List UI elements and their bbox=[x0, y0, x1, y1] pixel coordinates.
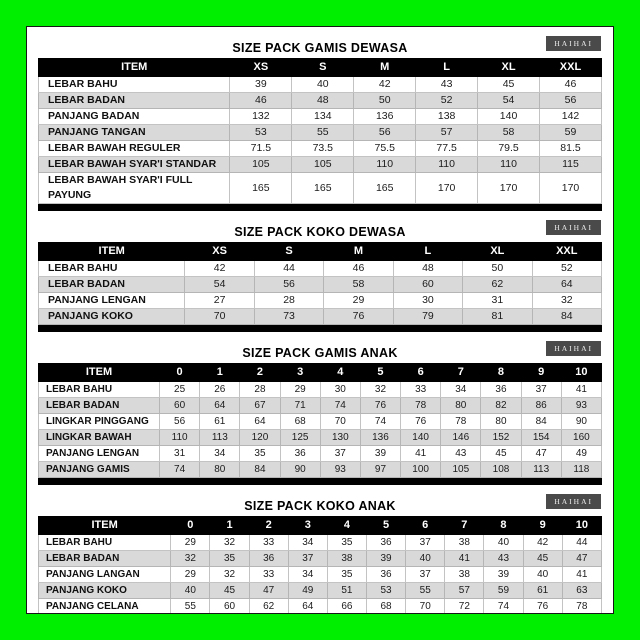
column-header: XS bbox=[185, 243, 254, 261]
size-value: 64 bbox=[240, 414, 280, 430]
size-value: 43 bbox=[416, 77, 478, 93]
size-value: 100 bbox=[401, 462, 441, 478]
row-label: PANJANG GAMIS bbox=[39, 462, 160, 478]
size-table bbox=[38, 58, 602, 204]
column-header: 3 bbox=[280, 364, 320, 382]
table-row bbox=[39, 599, 602, 615]
size-table-section bbox=[38, 220, 602, 332]
size-value: 34 bbox=[441, 382, 481, 398]
size-value: 43 bbox=[441, 446, 481, 462]
size-value: 38 bbox=[445, 535, 484, 551]
row-label: LEBAR BAWAH REGULER bbox=[39, 141, 230, 157]
size-value: 134 bbox=[292, 109, 354, 125]
size-value: 40 bbox=[523, 567, 562, 583]
size-value: 59 bbox=[540, 125, 602, 141]
size-value: 35 bbox=[327, 567, 366, 583]
brand-badge: HAIHAI bbox=[546, 220, 601, 235]
size-value: 74 bbox=[320, 398, 360, 414]
size-value: 84 bbox=[240, 462, 280, 478]
size-value: 62 bbox=[463, 277, 532, 293]
size-value: 66 bbox=[327, 599, 366, 615]
column-header: 10 bbox=[561, 364, 601, 382]
size-value: 71 bbox=[280, 398, 320, 414]
size-value: 76 bbox=[401, 414, 441, 430]
size-value: 77.5 bbox=[416, 141, 478, 157]
size-table-section bbox=[38, 36, 602, 211]
size-value: 105 bbox=[441, 462, 481, 478]
size-value: 170 bbox=[416, 173, 478, 204]
column-header: 0 bbox=[160, 364, 200, 382]
row-label: PANJANG LENGAN bbox=[39, 293, 185, 309]
row-label: LINGKAR PINGGANG bbox=[39, 414, 160, 430]
size-value: 59 bbox=[484, 583, 523, 599]
size-value: 79 bbox=[393, 309, 462, 325]
size-value: 33 bbox=[249, 535, 288, 551]
row-label: LEBAR BADAN bbox=[39, 93, 230, 109]
size-value: 40 bbox=[484, 535, 523, 551]
size-value: 46 bbox=[540, 77, 602, 93]
size-value: 47 bbox=[521, 446, 561, 462]
size-value: 27 bbox=[185, 293, 254, 309]
size-value: 57 bbox=[416, 125, 478, 141]
size-value: 60 bbox=[393, 277, 462, 293]
size-value: 38 bbox=[445, 567, 484, 583]
size-value: 37 bbox=[521, 382, 561, 398]
size-value: 29 bbox=[171, 535, 210, 551]
column-header: ITEM bbox=[39, 243, 185, 261]
size-value: 70 bbox=[406, 599, 445, 615]
size-value: 132 bbox=[230, 109, 292, 125]
size-value: 51 bbox=[327, 583, 366, 599]
size-value: 47 bbox=[249, 583, 288, 599]
size-value: 113 bbox=[521, 462, 561, 478]
table-row bbox=[39, 309, 602, 325]
size-value: 76 bbox=[324, 309, 393, 325]
column-header: 7 bbox=[441, 364, 481, 382]
table-row bbox=[39, 93, 602, 109]
table-row bbox=[39, 462, 602, 478]
column-header: 6 bbox=[401, 364, 441, 382]
column-header: M bbox=[354, 59, 416, 77]
table-row bbox=[39, 567, 602, 583]
size-value: 64 bbox=[532, 277, 601, 293]
size-value: 32 bbox=[210, 535, 249, 551]
size-value: 25 bbox=[160, 382, 200, 398]
size-value: 28 bbox=[240, 382, 280, 398]
size-value: 67 bbox=[240, 398, 280, 414]
size-value: 68 bbox=[280, 414, 320, 430]
size-value: 78 bbox=[401, 398, 441, 414]
size-value: 110 bbox=[416, 157, 478, 173]
table-row bbox=[39, 125, 602, 141]
size-value: 31 bbox=[160, 446, 200, 462]
size-value: 76 bbox=[523, 599, 562, 615]
table-row bbox=[39, 173, 602, 204]
column-header: XXL bbox=[532, 243, 601, 261]
row-label: PANJANG TANGAN bbox=[39, 125, 230, 141]
size-value: 44 bbox=[562, 535, 601, 551]
size-value: 43 bbox=[484, 551, 523, 567]
header-row bbox=[39, 364, 602, 382]
size-value: 32 bbox=[171, 551, 210, 567]
size-value: 70 bbox=[185, 309, 254, 325]
table-row bbox=[39, 141, 602, 157]
table-row bbox=[39, 157, 602, 173]
size-table-section bbox=[38, 341, 602, 485]
size-value: 74 bbox=[160, 462, 200, 478]
size-value: 110 bbox=[160, 430, 200, 446]
size-value: 64 bbox=[200, 398, 240, 414]
size-value: 84 bbox=[532, 309, 601, 325]
size-value: 40 bbox=[292, 77, 354, 93]
size-table bbox=[38, 242, 602, 325]
size-value: 39 bbox=[367, 551, 406, 567]
table-row bbox=[39, 261, 602, 277]
size-value: 28 bbox=[254, 293, 323, 309]
table-row bbox=[39, 77, 602, 93]
section-title: SIZE PACK GAMIS ANAK bbox=[242, 346, 398, 360]
size-value: 36 bbox=[249, 551, 288, 567]
size-value: 73.5 bbox=[292, 141, 354, 157]
size-value: 81.5 bbox=[540, 141, 602, 157]
size-value: 36 bbox=[280, 446, 320, 462]
row-label: LEBAR BAHU bbox=[39, 261, 185, 277]
size-value: 54 bbox=[185, 277, 254, 293]
size-value: 70 bbox=[320, 414, 360, 430]
header-row bbox=[39, 59, 602, 77]
column-header: 9 bbox=[521, 364, 561, 382]
size-value: 45 bbox=[478, 77, 540, 93]
size-value: 82 bbox=[481, 398, 521, 414]
size-value: 53 bbox=[367, 583, 406, 599]
size-value: 38 bbox=[327, 551, 366, 567]
size-value: 42 bbox=[354, 77, 416, 93]
size-value: 165 bbox=[292, 173, 354, 204]
size-value: 81 bbox=[463, 309, 532, 325]
size-value: 40 bbox=[171, 583, 210, 599]
section-title: SIZE PACK KOKO DEWASA bbox=[234, 225, 406, 239]
size-value: 33 bbox=[249, 567, 288, 583]
size-value: 71.5 bbox=[230, 141, 292, 157]
size-table bbox=[38, 516, 602, 614]
section-header bbox=[38, 494, 602, 516]
size-value: 41 bbox=[445, 551, 484, 567]
section-header bbox=[38, 341, 602, 363]
row-label: PANJANG LANGAN bbox=[39, 567, 171, 583]
row-label: LEBAR BADAN bbox=[39, 398, 160, 414]
row-label: LEBAR BAWAH SYAR'I FULL PAYUNG bbox=[39, 173, 230, 204]
size-value: 37 bbox=[288, 551, 327, 567]
size-value: 32 bbox=[210, 567, 249, 583]
row-label: PANJANG KOKO bbox=[39, 309, 185, 325]
size-value: 62 bbox=[249, 599, 288, 615]
size-value: 53 bbox=[230, 125, 292, 141]
size-value: 80 bbox=[200, 462, 240, 478]
brand-badge: HAIHAI bbox=[546, 341, 601, 356]
column-header: XL bbox=[463, 243, 532, 261]
size-value: 41 bbox=[562, 567, 601, 583]
size-value: 36 bbox=[481, 382, 521, 398]
size-value: 78 bbox=[562, 599, 601, 615]
column-header: 5 bbox=[360, 364, 400, 382]
size-value: 37 bbox=[320, 446, 360, 462]
size-value: 136 bbox=[354, 109, 416, 125]
size-value: 55 bbox=[171, 599, 210, 615]
size-value: 76 bbox=[360, 398, 400, 414]
size-value: 39 bbox=[484, 567, 523, 583]
column-header: S bbox=[254, 243, 323, 261]
size-value: 47 bbox=[562, 551, 601, 567]
size-value: 136 bbox=[360, 430, 400, 446]
table-row bbox=[39, 398, 602, 414]
size-value: 78 bbox=[441, 414, 481, 430]
column-header: ITEM bbox=[39, 517, 171, 535]
size-value: 165 bbox=[354, 173, 416, 204]
size-value: 45 bbox=[210, 583, 249, 599]
size-value: 55 bbox=[292, 125, 354, 141]
size-value: 105 bbox=[230, 157, 292, 173]
size-value: 30 bbox=[393, 293, 462, 309]
column-header: 3 bbox=[288, 517, 327, 535]
table-row bbox=[39, 551, 602, 567]
column-header: 2 bbox=[240, 364, 280, 382]
size-value: 80 bbox=[481, 414, 521, 430]
table-row bbox=[39, 535, 602, 551]
column-header: S bbox=[292, 59, 354, 77]
row-label: LEBAR BADAN bbox=[39, 277, 185, 293]
section-header bbox=[38, 36, 602, 58]
size-value: 56 bbox=[354, 125, 416, 141]
column-header: L bbox=[393, 243, 462, 261]
column-header: XXL bbox=[540, 59, 602, 77]
size-table-section bbox=[38, 494, 602, 614]
size-table bbox=[38, 363, 602, 478]
size-value: 30 bbox=[320, 382, 360, 398]
size-value: 45 bbox=[523, 551, 562, 567]
size-value: 113 bbox=[200, 430, 240, 446]
table-row bbox=[39, 414, 602, 430]
table-bottom-rule bbox=[38, 204, 602, 211]
column-header: 6 bbox=[406, 517, 445, 535]
column-header: 10 bbox=[562, 517, 601, 535]
size-value: 36 bbox=[367, 567, 406, 583]
size-value: 80 bbox=[441, 398, 481, 414]
size-value: 118 bbox=[561, 462, 601, 478]
size-value: 61 bbox=[200, 414, 240, 430]
column-header: ITEM bbox=[39, 364, 160, 382]
size-value: 34 bbox=[288, 567, 327, 583]
size-value: 41 bbox=[401, 446, 441, 462]
size-value: 37 bbox=[406, 567, 445, 583]
table-bottom-rule bbox=[38, 478, 602, 485]
size-value: 39 bbox=[230, 77, 292, 93]
size-value: 40 bbox=[406, 551, 445, 567]
size-value: 56 bbox=[540, 93, 602, 109]
size-value: 35 bbox=[327, 535, 366, 551]
size-value: 74 bbox=[484, 599, 523, 615]
size-value: 60 bbox=[160, 398, 200, 414]
header-row bbox=[39, 517, 602, 535]
size-value: 86 bbox=[521, 398, 561, 414]
row-label: LEBAR BAWAH SYAR'I STANDAR bbox=[39, 157, 230, 173]
table-row bbox=[39, 583, 602, 599]
size-value: 75.5 bbox=[354, 141, 416, 157]
size-chart-sheet bbox=[26, 26, 614, 614]
size-value: 36 bbox=[367, 535, 406, 551]
size-value: 115 bbox=[540, 157, 602, 173]
size-value: 42 bbox=[523, 535, 562, 551]
table-row bbox=[39, 277, 602, 293]
size-value: 29 bbox=[171, 567, 210, 583]
size-value: 74 bbox=[360, 414, 400, 430]
size-value: 120 bbox=[240, 430, 280, 446]
column-header: 4 bbox=[320, 364, 360, 382]
size-value: 57 bbox=[445, 583, 484, 599]
size-value: 61 bbox=[523, 583, 562, 599]
column-header: 7 bbox=[445, 517, 484, 535]
size-value: 125 bbox=[280, 430, 320, 446]
size-value: 32 bbox=[360, 382, 400, 398]
column-header: 1 bbox=[210, 517, 249, 535]
size-value: 49 bbox=[561, 446, 601, 462]
row-label: LEBAR BAHU bbox=[39, 77, 230, 93]
row-label: PANJANG CELANA bbox=[39, 599, 171, 615]
size-value: 110 bbox=[354, 157, 416, 173]
column-header: ITEM bbox=[39, 59, 230, 77]
column-header: XL bbox=[478, 59, 540, 77]
size-value: 50 bbox=[354, 93, 416, 109]
size-value: 64 bbox=[288, 599, 327, 615]
size-value: 52 bbox=[532, 261, 601, 277]
column-header: 9 bbox=[523, 517, 562, 535]
size-value: 55 bbox=[406, 583, 445, 599]
size-value: 154 bbox=[521, 430, 561, 446]
size-value: 35 bbox=[240, 446, 280, 462]
row-label: LINGKAR BAWAH bbox=[39, 430, 160, 446]
size-value: 165 bbox=[230, 173, 292, 204]
row-label: PANJANG KOKO bbox=[39, 583, 171, 599]
size-value: 90 bbox=[280, 462, 320, 478]
size-value: 39 bbox=[360, 446, 400, 462]
size-value: 44 bbox=[254, 261, 323, 277]
size-value: 90 bbox=[561, 414, 601, 430]
table-row bbox=[39, 382, 602, 398]
size-value: 84 bbox=[521, 414, 561, 430]
size-value: 54 bbox=[478, 93, 540, 109]
size-value: 110 bbox=[478, 157, 540, 173]
size-value: 97 bbox=[360, 462, 400, 478]
size-value: 34 bbox=[200, 446, 240, 462]
brand-badge: HAIHAI bbox=[546, 494, 601, 509]
column-header: 5 bbox=[367, 517, 406, 535]
size-value: 46 bbox=[324, 261, 393, 277]
size-value: 42 bbox=[185, 261, 254, 277]
size-chart bbox=[38, 36, 602, 614]
table-row bbox=[39, 430, 602, 446]
size-value: 32 bbox=[532, 293, 601, 309]
section-header bbox=[38, 220, 602, 242]
size-value: 26 bbox=[200, 382, 240, 398]
section-title: SIZE PACK GAMIS DEWASA bbox=[232, 41, 408, 55]
size-value: 63 bbox=[562, 583, 601, 599]
column-header: 2 bbox=[249, 517, 288, 535]
column-header: XS bbox=[230, 59, 292, 77]
size-value: 52 bbox=[416, 93, 478, 109]
size-value: 152 bbox=[481, 430, 521, 446]
size-value: 56 bbox=[160, 414, 200, 430]
size-value: 60 bbox=[210, 599, 249, 615]
table-bottom-rule bbox=[38, 325, 602, 332]
brand-badge: HAIHAI bbox=[546, 36, 601, 51]
size-value: 138 bbox=[416, 109, 478, 125]
size-value: 34 bbox=[288, 535, 327, 551]
size-value: 29 bbox=[280, 382, 320, 398]
size-value: 48 bbox=[393, 261, 462, 277]
size-value: 49 bbox=[288, 583, 327, 599]
column-header: 8 bbox=[484, 517, 523, 535]
size-value: 105 bbox=[292, 157, 354, 173]
size-value: 93 bbox=[320, 462, 360, 478]
size-value: 140 bbox=[478, 109, 540, 125]
size-value: 108 bbox=[481, 462, 521, 478]
size-value: 50 bbox=[463, 261, 532, 277]
size-value: 41 bbox=[561, 382, 601, 398]
table-row bbox=[39, 109, 602, 125]
size-value: 68 bbox=[367, 599, 406, 615]
row-label: PANJANG BADAN bbox=[39, 109, 230, 125]
size-value: 58 bbox=[324, 277, 393, 293]
size-value: 56 bbox=[254, 277, 323, 293]
row-label: LEBAR BAHU bbox=[39, 535, 171, 551]
size-value: 140 bbox=[401, 430, 441, 446]
size-value: 72 bbox=[445, 599, 484, 615]
column-header: M bbox=[324, 243, 393, 261]
column-header: 8 bbox=[481, 364, 521, 382]
size-value: 79.5 bbox=[478, 141, 540, 157]
column-header: 4 bbox=[327, 517, 366, 535]
row-label: LEBAR BAHU bbox=[39, 382, 160, 398]
section-title: SIZE PACK KOKO ANAK bbox=[244, 499, 396, 513]
size-value: 130 bbox=[320, 430, 360, 446]
size-value: 170 bbox=[478, 173, 540, 204]
size-value: 37 bbox=[406, 535, 445, 551]
size-value: 146 bbox=[441, 430, 481, 446]
table-row bbox=[39, 446, 602, 462]
size-value: 29 bbox=[324, 293, 393, 309]
header-row bbox=[39, 243, 602, 261]
size-value: 31 bbox=[463, 293, 532, 309]
size-value: 58 bbox=[478, 125, 540, 141]
column-header: L bbox=[416, 59, 478, 77]
column-header: 1 bbox=[200, 364, 240, 382]
column-header: 0 bbox=[171, 517, 210, 535]
size-value: 142 bbox=[540, 109, 602, 125]
size-value: 73 bbox=[254, 309, 323, 325]
size-value: 170 bbox=[540, 173, 602, 204]
size-value: 46 bbox=[230, 93, 292, 109]
size-value: 93 bbox=[561, 398, 601, 414]
row-label: LEBAR BADAN bbox=[39, 551, 171, 567]
row-label: PANJANG LENGAN bbox=[39, 446, 160, 462]
size-value: 35 bbox=[210, 551, 249, 567]
table-row bbox=[39, 293, 602, 309]
size-value: 33 bbox=[401, 382, 441, 398]
size-value: 45 bbox=[481, 446, 521, 462]
size-value: 160 bbox=[561, 430, 601, 446]
size-value: 48 bbox=[292, 93, 354, 109]
